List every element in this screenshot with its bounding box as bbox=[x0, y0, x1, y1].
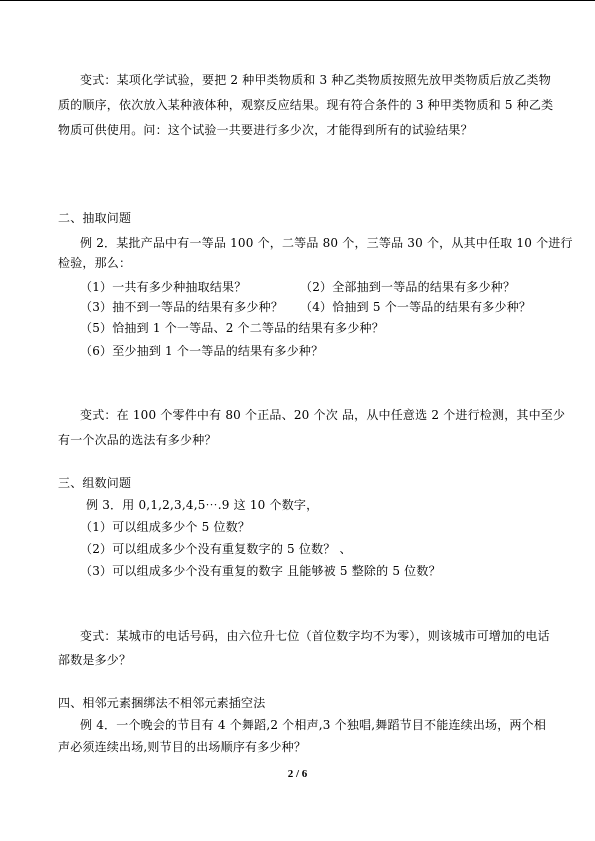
example2-q2: （2）全部抽到一等品的结果有多少种？ bbox=[300, 280, 516, 294]
example4-line1: 例 4．一个晚会的节目有 4 个舞蹈,2 个相声,3 个独唱,舞蹈节目不能连续出场，两个相 bbox=[80, 718, 547, 732]
example2-q6: （6）至少抽到 1 个一等品的结果有多少种？ bbox=[80, 344, 324, 358]
example3-q3: （3）可以组成多少个没有重复的数字 且能够被 5 整除的 5 位数？ bbox=[80, 564, 441, 578]
variant3-line2: 部数是多少？ bbox=[58, 653, 132, 667]
variant2-line1: 变式：在 100 个零件中有 80 个正品、20 个次 品，从中任意选 2 个进行检测，其中至少 bbox=[80, 408, 566, 422]
variant1-line1: 变式：某项化学试验，要把 2 种甲类物质和 3 种乙类物质按照先放甲类物质后放乙类物 bbox=[80, 73, 551, 87]
example2-q4: （4）恰抽到 5 个一等品的结果有多少种？ bbox=[300, 300, 532, 314]
section3-heading: 三、组数问题 bbox=[58, 476, 132, 490]
variant3-line1: 变式：某城市的电话号码，由六位升七位（首位数字均不为零），则该城市可增加的电话 bbox=[80, 629, 550, 643]
example2-q3: （3）抽不到一等品的结果有多少种？ bbox=[80, 300, 284, 314]
top-rule bbox=[0, 0, 595, 1]
example4-line2: 声必须连续出场,则节目的出场顺序有多少种？ bbox=[58, 740, 307, 754]
example2-line1: 例 2．某批产品中有一等品 100 个，二等品 80 个，三等品 30 个，从其中任取 10 个进行 bbox=[80, 236, 573, 250]
page-number: 2 / 6 bbox=[287, 768, 308, 780]
variant2-line2: 有一个次品的选法有多少种？ bbox=[58, 433, 217, 447]
section2-heading: 二、抽取问题 bbox=[58, 211, 132, 225]
variant1-line3: 物质可供使用。问：这个试验一共要进行多少次，才能得到所有的试验结果？ bbox=[58, 123, 473, 137]
example3-q2: （2）可以组成多少个没有重复数字的 5 位数？ 、 bbox=[80, 542, 352, 556]
section4-heading: 四、相邻元素捆绑法不相邻元素插空法 bbox=[58, 696, 266, 710]
example2-q1: （1）一共有多少种抽取结果？ bbox=[80, 280, 247, 294]
example2-line2: 检验，那么： bbox=[58, 256, 132, 270]
example3-line: 例 3．用 0,1,2,3,4,5⋯.9 这 10 个数字， bbox=[86, 498, 319, 512]
variant1-line2: 质的顺序，依次放入某种液体种，观察反应结果。现有符合条件的 3 种甲类物质和 5 种乙类 bbox=[58, 98, 554, 112]
example3-q1: （1）可以组成多少个 5 位数？ bbox=[80, 520, 251, 534]
example2-q5: （5）恰抽到 1 个一等品、2 个二等品的结果有多少种？ bbox=[80, 321, 384, 335]
